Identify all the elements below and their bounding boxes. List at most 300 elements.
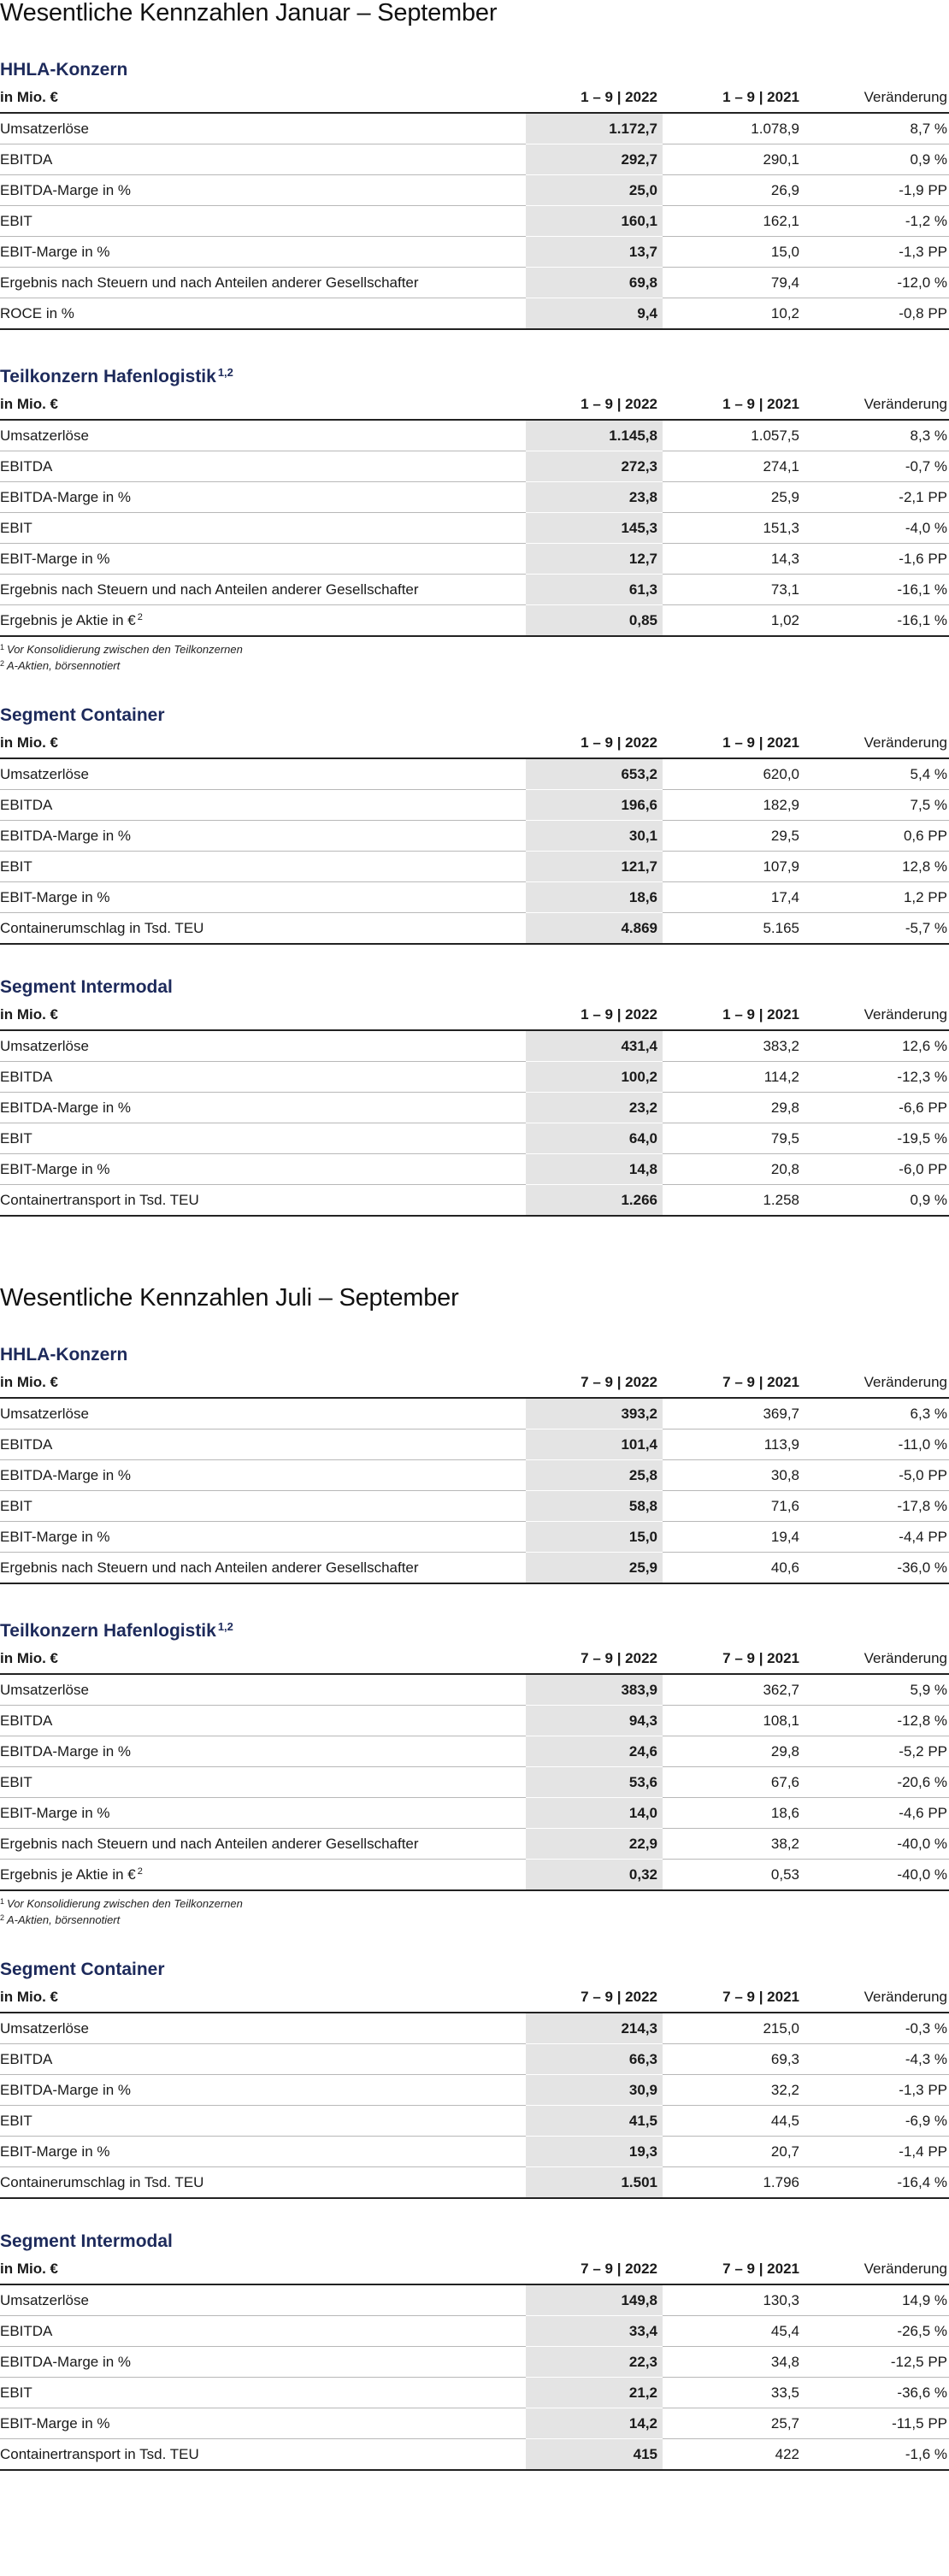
prior-period-header: 7 – 9 | 2021 — [663, 1367, 815, 1398]
change-value: -5,2 PP — [815, 1736, 949, 1767]
prior-period-header: 1 – 9 | 2021 — [663, 728, 815, 758]
unit-header: in Mio. € — [0, 82, 526, 113]
figures-table — [0, 1982, 949, 2199]
row-label — [0, 758, 526, 790]
footnote-ref: 2 — [137, 1866, 143, 1877]
change-header: Veränderung — [815, 2254, 949, 2284]
prior-value: 18,6 — [663, 1798, 815, 1829]
row-label — [0, 268, 526, 298]
change-value: -0,7 % — [815, 451, 949, 482]
row-label-text: Containerumschlag in Tsd. TEU — [0, 919, 204, 936]
section-hhla-konzern — [0, 1343, 949, 1584]
change-value: -16,4 % — [815, 2167, 949, 2199]
table-header-row — [0, 1367, 949, 1398]
row-label — [0, 1154, 526, 1185]
prior-value: 5.165 — [663, 913, 815, 945]
table-row — [0, 2378, 949, 2408]
row-label-text: EBITDA — [0, 2050, 53, 2067]
row-label-text: EBIT-Marge in % — [0, 1528, 110, 1545]
row-label — [0, 1798, 526, 1829]
footnote-text: A-Aktien, börsennotiert — [7, 659, 121, 672]
table-row — [0, 113, 949, 144]
current-value: 1.266 — [526, 1185, 663, 1217]
row-label — [0, 605, 526, 637]
row-label — [0, 1491, 526, 1522]
row-label-text: Ergebnis nach Steuern und nach Anteilen anderer Gesellschafter — [0, 274, 419, 291]
table-row — [0, 1860, 949, 1891]
main-title: Wesentliche Kennzahlen Juli – September — [0, 1284, 459, 1312]
row-label — [0, 1829, 526, 1860]
table-row — [0, 852, 949, 882]
section-segment-container — [0, 1958, 949, 2199]
row-label-text: Containerumschlag in Tsd. TEU — [0, 2173, 204, 2190]
prior-value: 25,9 — [663, 482, 815, 513]
row-label-text: EBITDA-Marge in % — [0, 2081, 132, 2098]
row-label — [0, 1030, 526, 1062]
current-value: 393,2 — [526, 1398, 663, 1429]
figures-table — [0, 728, 949, 945]
row-label — [0, 2408, 526, 2439]
table-row — [0, 2137, 949, 2167]
change-value: -5,0 PP — [815, 1460, 949, 1491]
prior-value: 422 — [663, 2439, 815, 2471]
table-row — [0, 2439, 949, 2471]
unit-header: in Mio. € — [0, 1643, 526, 1674]
change-value: -1,3 PP — [815, 237, 949, 268]
prior-value: 0,53 — [663, 1860, 815, 1891]
change-value: 0,6 PP — [815, 821, 949, 852]
section-title-text: Teilkonzern Hafenlogistik — [0, 367, 216, 386]
current-value: 196,6 — [526, 790, 663, 821]
row-label-text: EBITDA-Marge in % — [0, 1742, 132, 1760]
section-title-text: HHLA-Konzern — [0, 1345, 128, 1365]
section-title — [0, 58, 949, 82]
prior-value: 15,0 — [663, 237, 815, 268]
row-label — [0, 2167, 526, 2199]
current-value: 13,7 — [526, 237, 663, 268]
row-label-text: EBIT — [0, 858, 32, 875]
row-label-text: EBIT — [0, 1773, 32, 1790]
footnote-ref: 1,2 — [217, 1620, 233, 1633]
prior-value: 1.057,5 — [663, 420, 815, 451]
row-label — [0, 2316, 526, 2347]
row-label — [0, 913, 526, 945]
change-value: 5,9 % — [815, 1674, 949, 1706]
row-label-text: Umsatzerlöse — [0, 2019, 89, 2037]
current-value: 58,8 — [526, 1491, 663, 1522]
row-label-text: EBIT — [0, 2112, 32, 2129]
row-label-text: EBIT — [0, 1129, 32, 1147]
row-label — [0, 821, 526, 852]
footnote-number: 2 — [0, 659, 5, 668]
table-row — [0, 605, 949, 637]
section-title — [0, 1615, 949, 1643]
current-value: 9,4 — [526, 298, 663, 330]
section-hhla-konzern — [0, 58, 949, 330]
change-header: Veränderung — [815, 1643, 949, 1674]
footnote-text: Vor Konsolidierung zwischen den Teilkonzernen — [7, 1897, 243, 1910]
change-value: -12,3 % — [815, 1062, 949, 1093]
unit-header: in Mio. € — [0, 2254, 526, 2284]
row-label — [0, 2378, 526, 2408]
table-row — [0, 575, 949, 605]
row-label — [0, 882, 526, 913]
prior-value: 151,3 — [663, 513, 815, 544]
table-row — [0, 2167, 949, 2199]
figures-table — [0, 1643, 949, 1891]
row-label-text: Umsatzerlöse — [0, 427, 89, 444]
table-row — [0, 2044, 949, 2075]
current-period-header: 1 – 9 | 2022 — [526, 82, 663, 113]
row-label-text: EBITDA-Marge in % — [0, 181, 132, 198]
change-value: 0,9 % — [815, 1185, 949, 1217]
footnote-text: A-Aktien, börsennotiert — [7, 1913, 121, 1926]
change-value: -6,0 PP — [815, 1154, 949, 1185]
table-row — [0, 2408, 949, 2439]
table-header-row — [0, 728, 949, 758]
table-row — [0, 1185, 949, 1217]
section-teilkonzern-hafenlogistik — [0, 361, 949, 673]
change-value: -5,7 % — [815, 913, 949, 945]
row-label-text: Umsatzerlöse — [0, 120, 89, 137]
prior-value: 383,2 — [663, 1030, 815, 1062]
figures-table — [0, 999, 949, 1217]
current-value: 214,3 — [526, 2013, 663, 2044]
table-row — [0, 1491, 949, 1522]
row-label-text: Umsatzerlöse — [0, 765, 89, 782]
row-label — [0, 482, 526, 513]
current-value: 25,9 — [526, 1553, 663, 1584]
prior-value: 14,3 — [663, 544, 815, 575]
row-label — [0, 1398, 526, 1429]
current-period-header: 1 – 9 | 2022 — [526, 389, 663, 420]
section-title — [0, 361, 949, 389]
change-value: -4,4 PP — [815, 1522, 949, 1553]
row-label — [0, 1123, 526, 1154]
change-value: 12,8 % — [815, 852, 949, 882]
prior-value: 620,0 — [663, 758, 815, 790]
table-row — [0, 451, 949, 482]
change-value: -16,1 % — [815, 575, 949, 605]
change-value: 1,2 PP — [815, 882, 949, 913]
table-row — [0, 482, 949, 513]
prior-value: 45,4 — [663, 2316, 815, 2347]
footnote — [0, 1895, 949, 1911]
current-value: 64,0 — [526, 1123, 663, 1154]
section-title-text: Segment Container — [0, 705, 165, 725]
current-value: 94,3 — [526, 1706, 663, 1736]
current-value: 14,8 — [526, 1154, 663, 1185]
prior-value: 26,9 — [663, 175, 815, 206]
row-label — [0, 144, 526, 175]
unit-header: in Mio. € — [0, 999, 526, 1030]
current-period-header: 7 – 9 | 2022 — [526, 1982, 663, 2013]
row-label-text: Ergebnis nach Steuern und nach Anteilen anderer Gesellschafter — [0, 581, 419, 598]
prior-period-header: 1 – 9 | 2021 — [663, 82, 815, 113]
current-value: 101,4 — [526, 1429, 663, 1460]
section-teilkonzern-hafenlogistik — [0, 1615, 949, 1927]
current-value: 1.501 — [526, 2167, 663, 2199]
current-value: 145,3 — [526, 513, 663, 544]
row-label — [0, 790, 526, 821]
table-row — [0, 1030, 949, 1062]
section-title-text: Segment Intermodal — [0, 2231, 173, 2251]
row-label-text: EBIT-Marge in % — [0, 243, 110, 260]
prior-value: 362,7 — [663, 1674, 815, 1706]
current-value: 23,2 — [526, 1093, 663, 1123]
table-row — [0, 513, 949, 544]
change-value: 14,9 % — [815, 2284, 949, 2316]
row-label-text: EBITDA — [0, 1435, 53, 1453]
current-period-header: 1 – 9 | 2022 — [526, 728, 663, 758]
figures-table — [0, 2254, 949, 2471]
figures-table — [0, 1367, 949, 1584]
current-period-header: 7 – 9 | 2022 — [526, 2254, 663, 2284]
table-row — [0, 298, 949, 330]
section-title — [0, 2230, 949, 2254]
change-value: -11,0 % — [815, 1429, 949, 1460]
table-row — [0, 1429, 949, 1460]
row-label — [0, 175, 526, 206]
change-value: -12,0 % — [815, 268, 949, 298]
table-header-row — [0, 389, 949, 420]
row-label — [0, 2347, 526, 2378]
row-label — [0, 852, 526, 882]
prior-value: 71,6 — [663, 1491, 815, 1522]
table-header-row — [0, 999, 949, 1030]
current-value: 14,2 — [526, 2408, 663, 2439]
row-label — [0, 2284, 526, 2316]
row-label — [0, 1553, 526, 1584]
change-value: -4,3 % — [815, 2044, 949, 2075]
change-value: 12,6 % — [815, 1030, 949, 1062]
table-row — [0, 1767, 949, 1798]
row-label — [0, 2106, 526, 2137]
change-value: 6,3 % — [815, 1398, 949, 1429]
table-row — [0, 2316, 949, 2347]
current-value: 41,5 — [526, 2106, 663, 2137]
section-title-text: Segment Intermodal — [0, 977, 173, 997]
row-label-text: EBITDA — [0, 1068, 53, 1085]
figures-table — [0, 82, 949, 330]
prior-value: 67,6 — [663, 1767, 815, 1798]
change-value: -36,6 % — [815, 2378, 949, 2408]
unit-header: in Mio. € — [0, 389, 526, 420]
table-row — [0, 2075, 949, 2106]
prior-value: 20,8 — [663, 1154, 815, 1185]
current-value: 1.172,7 — [526, 113, 663, 144]
row-label-text: Ergebnis je Aktie in € — [0, 1866, 136, 1883]
current-value: 23,8 — [526, 482, 663, 513]
row-label — [0, 544, 526, 575]
figures-table — [0, 389, 949, 637]
current-value: 653,2 — [526, 758, 663, 790]
row-label-text: EBITDA-Marge in % — [0, 1466, 132, 1483]
row-label — [0, 1767, 526, 1798]
prior-value: 290,1 — [663, 144, 815, 175]
change-value: 8,7 % — [815, 113, 949, 144]
change-value: -1,6 PP — [815, 544, 949, 575]
row-label-text: Umsatzerlöse — [0, 2291, 89, 2308]
footnote-ref: 1,2 — [217, 366, 233, 379]
prior-value: 10,2 — [663, 298, 815, 330]
current-value: 22,3 — [526, 2347, 663, 2378]
row-label — [0, 2044, 526, 2075]
row-label-text: Umsatzerlöse — [0, 1037, 89, 1054]
table-row — [0, 144, 949, 175]
main-title: Wesentliche Kennzahlen Januar – September — [0, 0, 498, 27]
footnote-number: 2 — [0, 1913, 5, 1922]
row-label — [0, 1460, 526, 1491]
table-row — [0, 821, 949, 852]
prior-value: 162,1 — [663, 206, 815, 237]
row-label-text: Umsatzerlöse — [0, 1681, 89, 1698]
row-label-text: EBITDA-Marge in % — [0, 1099, 132, 1116]
footnote — [0, 1911, 949, 1927]
current-value: 69,8 — [526, 268, 663, 298]
footnotes — [0, 1895, 949, 1927]
table-row — [0, 913, 949, 945]
table-row — [0, 1460, 949, 1491]
table-row — [0, 758, 949, 790]
row-label — [0, 1185, 526, 1217]
prior-value: 108,1 — [663, 1706, 815, 1736]
section-segment-container — [0, 704, 949, 945]
row-label-text: EBIT-Marge in % — [0, 2143, 110, 2160]
row-label — [0, 2137, 526, 2167]
prior-value: 215,0 — [663, 2013, 815, 2044]
current-value: 160,1 — [526, 206, 663, 237]
row-label-text: Ergebnis je Aktie in € — [0, 611, 136, 628]
row-label-text: Containertransport in Tsd. TEU — [0, 1191, 199, 1208]
change-value: 0,9 % — [815, 144, 949, 175]
change-header: Veränderung — [815, 999, 949, 1030]
current-value: 53,6 — [526, 1767, 663, 1798]
change-value: -17,8 % — [815, 1491, 949, 1522]
table-row — [0, 1706, 949, 1736]
prior-value: 79,4 — [663, 268, 815, 298]
current-value: 431,4 — [526, 1030, 663, 1062]
change-header: Veränderung — [815, 389, 949, 420]
prior-period-header: 7 – 9 | 2021 — [663, 1982, 815, 2013]
table-row — [0, 175, 949, 206]
table-header-row — [0, 1643, 949, 1674]
prior-value: 73,1 — [663, 575, 815, 605]
prior-value: 34,8 — [663, 2347, 815, 2378]
current-value: 149,8 — [526, 2284, 663, 2316]
change-value: -26,5 % — [815, 2316, 949, 2347]
table-row — [0, 237, 949, 268]
current-period-header: 1 – 9 | 2022 — [526, 999, 663, 1030]
prior-value: 182,9 — [663, 790, 815, 821]
current-value: 24,6 — [526, 1736, 663, 1767]
table-row — [0, 1398, 949, 1429]
row-label-text: EBIT — [0, 1497, 32, 1514]
prior-value: 32,2 — [663, 2075, 815, 2106]
prior-value: 19,4 — [663, 1522, 815, 1553]
prior-value: 274,1 — [663, 451, 815, 482]
change-header: Veränderung — [815, 1367, 949, 1398]
current-value: 1.145,8 — [526, 420, 663, 451]
current-value: 30,1 — [526, 821, 663, 852]
unit-header: in Mio. € — [0, 728, 526, 758]
row-label-text: EBITDA-Marge in % — [0, 488, 132, 505]
footnote — [0, 640, 949, 657]
prior-value: 29,5 — [663, 821, 815, 852]
current-value: 66,3 — [526, 2044, 663, 2075]
row-label-text: EBITDA — [0, 2322, 53, 2339]
change-value: -4,0 % — [815, 513, 949, 544]
prior-value: 69,3 — [663, 2044, 815, 2075]
row-label — [0, 1093, 526, 1123]
row-label-text: EBIT — [0, 519, 32, 536]
current-value: 18,6 — [526, 882, 663, 913]
row-label — [0, 113, 526, 144]
prior-value: 1.078,9 — [663, 113, 815, 144]
footnote-number: 1 — [0, 1897, 5, 1906]
row-label — [0, 513, 526, 544]
row-label-text: EBITDA-Marge in % — [0, 827, 132, 844]
change-value: -12,5 PP — [815, 2347, 949, 2378]
section-title — [0, 976, 949, 999]
prior-value: 369,7 — [663, 1398, 815, 1429]
row-label-text: Containertransport in Tsd. TEU — [0, 2445, 199, 2462]
change-value: -40,0 % — [815, 1860, 949, 1891]
table-row — [0, 2284, 949, 2316]
section-title-text: Teilkonzern Hafenlogistik — [0, 1621, 216, 1641]
row-label — [0, 1429, 526, 1460]
row-label — [0, 420, 526, 451]
row-label-text: ROCE in % — [0, 304, 74, 321]
row-label — [0, 206, 526, 237]
change-value: -20,6 % — [815, 1767, 949, 1798]
table-row — [0, 790, 949, 821]
change-value: -2,1 PP — [815, 482, 949, 513]
prior-value: 1,02 — [663, 605, 815, 637]
row-label — [0, 237, 526, 268]
current-value: 22,9 — [526, 1829, 663, 1860]
change-value: 7,5 % — [815, 790, 949, 821]
row-label — [0, 1736, 526, 1767]
prior-value: 40,6 — [663, 1553, 815, 1584]
table-row — [0, 1522, 949, 1553]
change-value: -12,8 % — [815, 1706, 949, 1736]
row-label-text: EBIT-Marge in % — [0, 1804, 110, 1821]
prior-value: 79,5 — [663, 1123, 815, 1154]
row-label — [0, 451, 526, 482]
footnote-ref: 2 — [137, 611, 143, 622]
prior-value: 20,7 — [663, 2137, 815, 2167]
table-row — [0, 1093, 949, 1123]
table-row — [0, 544, 949, 575]
prior-value: 130,3 — [663, 2284, 815, 2316]
table-row — [0, 206, 949, 237]
change-value: 5,4 % — [815, 758, 949, 790]
current-value: 383,9 — [526, 1674, 663, 1706]
section-title — [0, 1958, 949, 1982]
current-value: 4.869 — [526, 913, 663, 945]
change-value: -6,9 % — [815, 2106, 949, 2137]
table-row — [0, 1798, 949, 1829]
row-label-text: Ergebnis nach Steuern und nach Anteilen anderer Gesellschafter — [0, 1835, 419, 1852]
row-label — [0, 1706, 526, 1736]
table-row — [0, 1829, 949, 1860]
row-label — [0, 1674, 526, 1706]
row-label — [0, 2439, 526, 2471]
table-row — [0, 1674, 949, 1706]
section-title-text: Segment Container — [0, 1960, 165, 1979]
prior-value: 17,4 — [663, 882, 815, 913]
